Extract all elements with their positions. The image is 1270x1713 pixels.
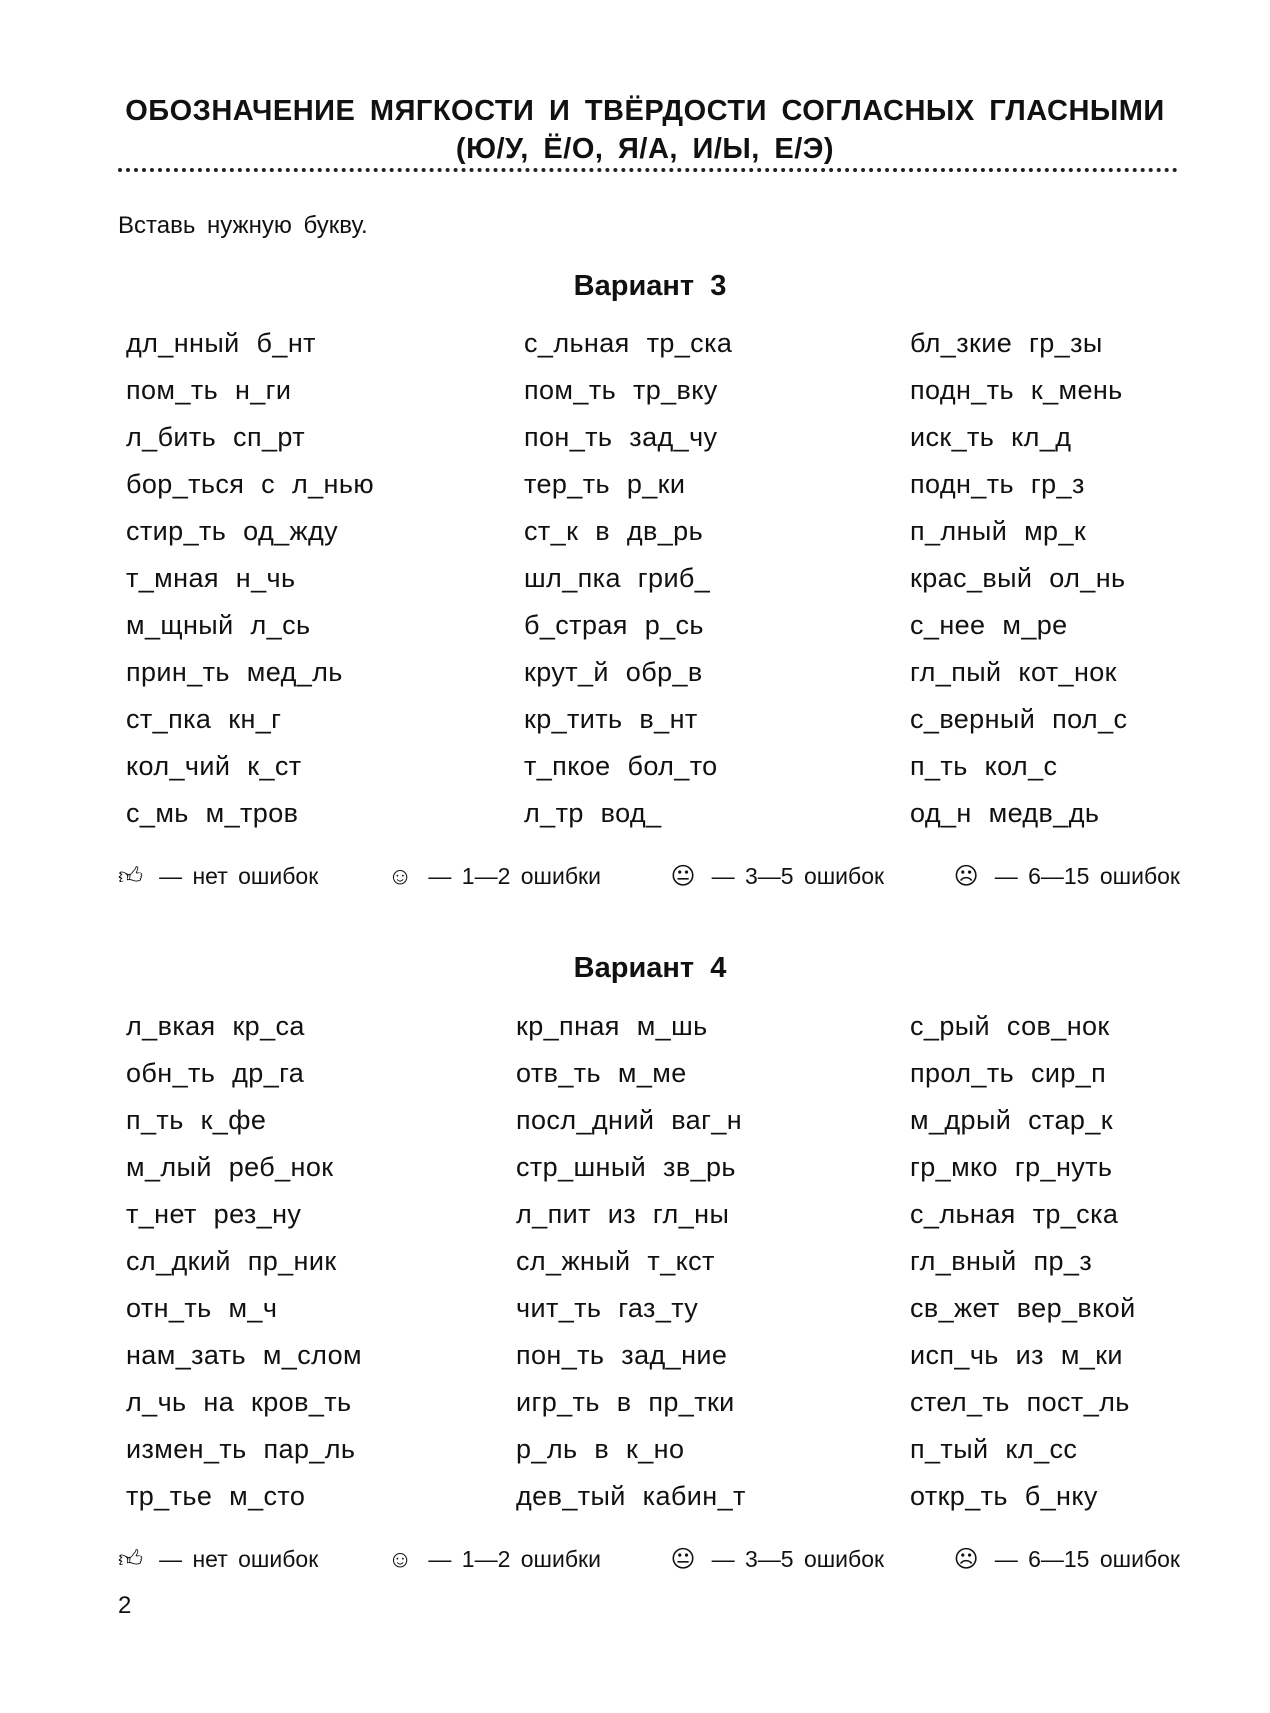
word-pair: т_нет рез_ну [126, 1199, 302, 1229]
word-pair: отн_ть м_ч [126, 1293, 278, 1323]
legend-label: — 6—15 ошибок [994, 863, 1180, 889]
word-pair: од_н медв_дь [910, 798, 1100, 828]
word-pair: сл_дкий пр_ник [126, 1246, 337, 1276]
variant-4-column-1 [126, 1003, 362, 1520]
word-pair: исп_чь из м_ки [910, 1340, 1123, 1370]
word-pair: сл_жный т_кст [516, 1246, 715, 1276]
dotted-divider [118, 168, 1178, 172]
word-pair: измен_ть пар_ль [126, 1434, 356, 1464]
word-pair: пон_ть зад_чу [524, 422, 718, 452]
word-pair: подн_ть гр_з [910, 469, 1085, 499]
word-pair: б_страя р_сь [524, 610, 704, 640]
word-pair: кол_чий к_ст [126, 751, 302, 781]
title-line-2: (Ю/У, Ё/О, Я/А, И/Ы, Е/Э) [455, 133, 835, 165]
word-pair: пом_ть н_ги [126, 375, 292, 405]
word-pair: ст_к в дв_рь [524, 516, 704, 546]
variant-3-legend [118, 862, 1180, 891]
variant-4-legend [118, 1545, 1180, 1574]
variant-4-title: Вариант 4 [573, 952, 727, 984]
page-number: 2 [118, 1592, 132, 1619]
legend-no-errors [118, 1546, 318, 1574]
variant-3-column-1 [126, 320, 374, 837]
word-pair: гл_вный пр_з [910, 1246, 1093, 1276]
word-pair: посл_дний ваг_н [516, 1105, 743, 1135]
variant-3-title: Вариант 3 [573, 270, 727, 302]
word-pair: л_пит из гл_ны [516, 1199, 730, 1229]
word-pair: п_тый кл_сс [910, 1434, 1078, 1464]
smiling-face-icon: ☺ [387, 862, 413, 890]
legend-three-five-errors [671, 862, 885, 891]
word-pair: откр_ть б_нку [910, 1481, 1098, 1511]
word-pair: т_пкое бол_то [524, 751, 718, 781]
word-pair: стир_ть од_жду [126, 516, 339, 546]
variant-3-column-3 [910, 320, 1127, 837]
word-pair: гр_мко гр_нуть [910, 1152, 1113, 1182]
legend-three-five-errors [671, 1545, 885, 1574]
word-pair: кр_тить в_нт [524, 704, 698, 734]
neutral-face-icon: 😐︎ [670, 863, 696, 890]
word-pair: пон_ть зад_ние [516, 1340, 728, 1370]
word-pair: л_бить сп_рт [126, 422, 305, 452]
legend-label: — 1—2 ошибки [428, 1546, 601, 1572]
word-pair: прол_ть сир_п [910, 1058, 1107, 1088]
word-pair: с_льная тр_ска [910, 1199, 1119, 1229]
legend-label: — 3—5 ошибок [711, 1546, 885, 1572]
word-pair: крут_й обр_в [524, 657, 703, 687]
word-pair: св_жет вер_вкой [910, 1293, 1136, 1323]
word-pair: гл_пый кот_нок [910, 657, 1117, 687]
variant-4-column-2 [516, 1003, 746, 1520]
word-pair: с_рый сов_нок [910, 1011, 1110, 1041]
instruction-text: Вставь нужную букву. [118, 212, 368, 239]
word-pair: чит_ть газ_ту [516, 1293, 699, 1323]
word-pair: дев_тый кабин_т [516, 1481, 746, 1511]
word-pair: пом_ть тр_вку [524, 375, 718, 405]
word-pair: игр_ть в пр_тки [516, 1387, 735, 1417]
word-pair: с_льная тр_ска [524, 328, 733, 358]
smiling-face-icon: ☺ [387, 1545, 413, 1573]
sad-face-icon: ☹ [953, 1546, 979, 1573]
word-pair: дл_нный б_нт [126, 328, 316, 358]
word-pair: м_щный л_сь [126, 610, 311, 640]
word-pair: т_мная н_чь [126, 563, 296, 593]
word-pair: кр_пная м_шь [516, 1011, 708, 1041]
variant-4-column-3 [910, 1003, 1136, 1520]
word-pair: крас_вый ол_нь [910, 563, 1126, 593]
word-pair: л_тр вод_ [524, 798, 662, 828]
word-pair: нам_зать м_слом [126, 1340, 362, 1370]
word-pair: бл_зкие гр_зы [910, 328, 1103, 358]
word-pair: п_ть кол_с [910, 751, 1058, 781]
sad-face-icon: ☹ [953, 863, 979, 890]
legend-label: — 1—2 ошибки [428, 863, 601, 889]
legend-six-fifteen-errors [954, 862, 1180, 891]
legend-six-fifteen-errors [954, 1545, 1180, 1574]
legend-no-errors [118, 863, 318, 891]
legend-label: — 3—5 ошибок [711, 863, 885, 889]
word-pair: шл_пка гриб_ [524, 563, 711, 593]
word-pair: л_чь на кров_ть [126, 1387, 352, 1417]
word-pair: р_ль в к_но [516, 1434, 685, 1464]
legend-label: — нет ошибок [159, 1546, 319, 1572]
legend-label: — нет ошибок [159, 863, 319, 889]
word-pair: ст_пка кн_г [126, 704, 282, 734]
word-pair: бор_ться с л_нью [126, 469, 374, 499]
word-pair: м_дрый стар_к [910, 1105, 1113, 1135]
word-pair: тер_ть р_ки [524, 469, 686, 499]
word-pair: с_верный пол_с [910, 704, 1128, 734]
neutral-face-icon: 😐︎ [670, 1546, 696, 1573]
variant-3-column-2 [524, 320, 732, 837]
word-pair: стр_шный зв_рь [516, 1152, 736, 1182]
word-pair: с_нее м_ре [910, 610, 1068, 640]
word-pair: тр_тье м_сто [126, 1481, 306, 1511]
legend-label: — 6—15 ошибок [994, 1546, 1180, 1572]
legend-one-two-errors [388, 863, 601, 891]
thumbs-up-icon: 👍︎ [118, 862, 144, 890]
word-pair: м_лый реб_нок [126, 1152, 334, 1182]
title-line-1: ОБОЗНАЧЕНИЕ МЯГКОСТИ И ТВЁРДОСТИ СОГЛАСНЫХ ГЛАСНЫМИ [125, 95, 1165, 127]
word-pair: с_мь м_тров [126, 798, 299, 828]
word-pair: обн_ть др_га [126, 1058, 305, 1088]
word-pair: прин_ть мед_ль [126, 657, 343, 687]
word-pair: п_ть к_фе [126, 1105, 267, 1135]
word-pair: подн_ть к_мень [910, 375, 1123, 405]
page-title [100, 92, 1190, 168]
word-pair: л_вкая кр_са [126, 1011, 305, 1041]
word-pair: отв_ть м_ме [516, 1058, 687, 1088]
thumbs-up-icon: 👍︎ [118, 1545, 144, 1573]
word-pair: иск_ть кл_д [910, 422, 1072, 452]
word-pair: стел_ть пост_ль [910, 1387, 1130, 1417]
word-pair: п_лный мр_к [910, 516, 1087, 546]
legend-one-two-errors [388, 1546, 601, 1574]
